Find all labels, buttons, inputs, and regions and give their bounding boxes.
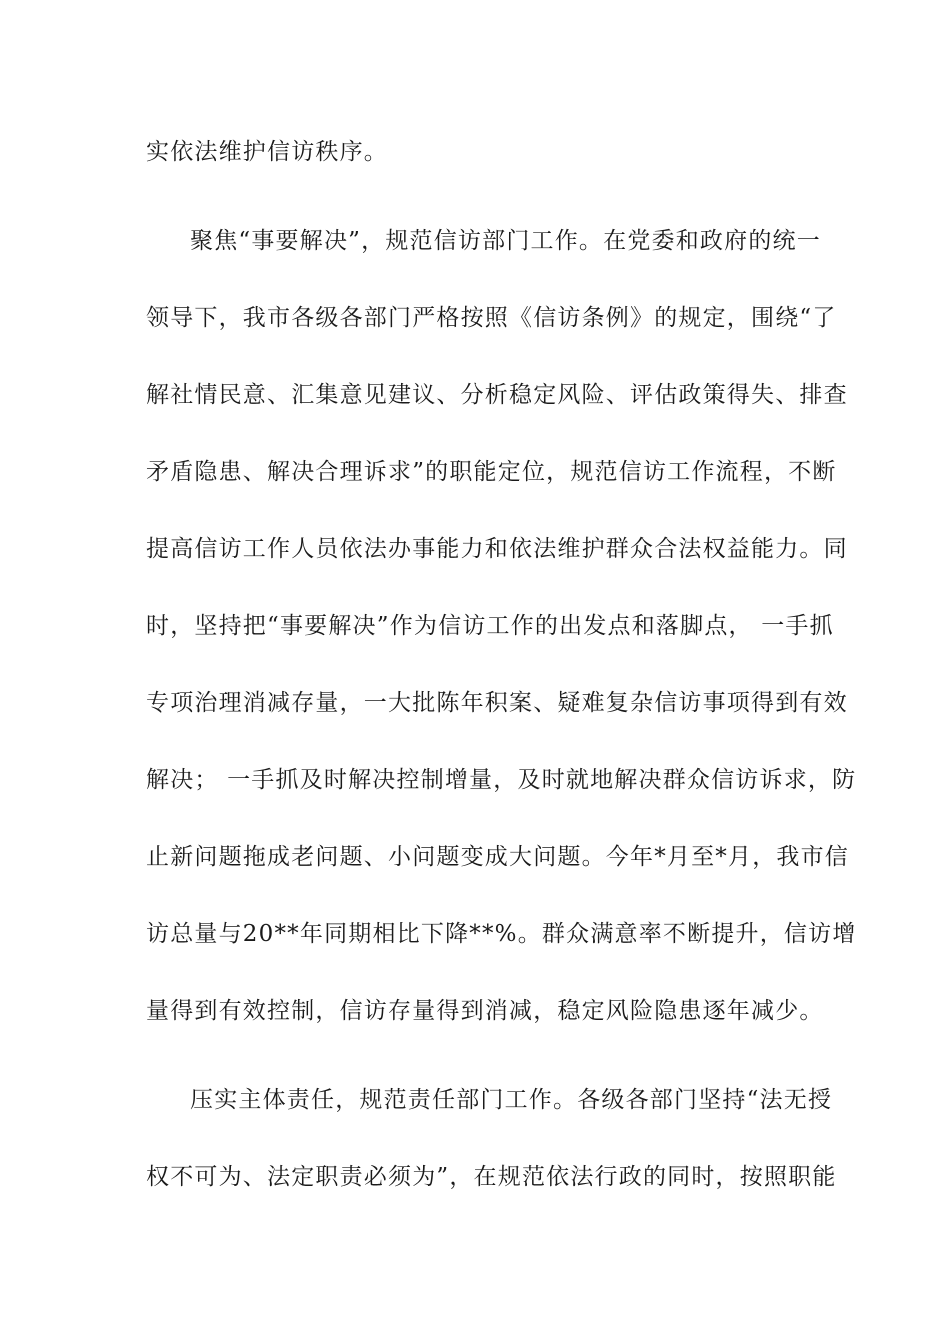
paragraph-line: 止新问题拖成老问题、小问题变成大问题。今年*月至*月，我市信 xyxy=(146,844,849,870)
paragraph-line: 解决； 一手抓及时解决控制增量，及时就地解决群众信访诉求，防 xyxy=(146,767,857,793)
paragraph-line: 聚焦“事要解决”，规范信访部门工作。在党委和政府的统一 xyxy=(190,228,821,254)
paragraph-line: 权不可为、法定职责必须为”，在规范依法行政的同时，按照职能 xyxy=(146,1164,837,1190)
paragraph-line: 压实主体责任，规范责任部门工作。各级各部门坚持“法无授 xyxy=(190,1087,833,1113)
paragraph-line: 访总量与20**年同期相比下降**%。群众满意率不断提升，信访增 xyxy=(146,921,857,947)
paragraph-line: 时，坚持把“事要解决”作为信访工作的出发点和落脚点， 一手抓 xyxy=(146,613,834,639)
paragraph-line: 领导下，我市各级各部门严格按照《信访条例》的规定，围绕“了 xyxy=(146,305,837,331)
paragraph-line: 实依法维护信访秩序。 xyxy=(146,139,388,165)
paragraph-line: 提高信访工作人员依法办事能力和依法维护群众合法权益能力。同 xyxy=(146,536,848,562)
paragraph-line: 解社情民意、汇集意见建议、分析稳定风险、评估政策得失、排查 xyxy=(146,382,848,408)
paragraph-line: 量得到有效控制，信访存量得到消减，稳定风险隐患逐年减少。 xyxy=(146,998,824,1024)
paragraph-line: 专项治理消减存量，一大批陈年积案、疑难复杂信访事项得到有效 xyxy=(146,690,848,716)
paragraph-line: 矛盾隐患、解决合理诉求”的职能定位，规范信访工作流程，不断 xyxy=(146,459,837,485)
